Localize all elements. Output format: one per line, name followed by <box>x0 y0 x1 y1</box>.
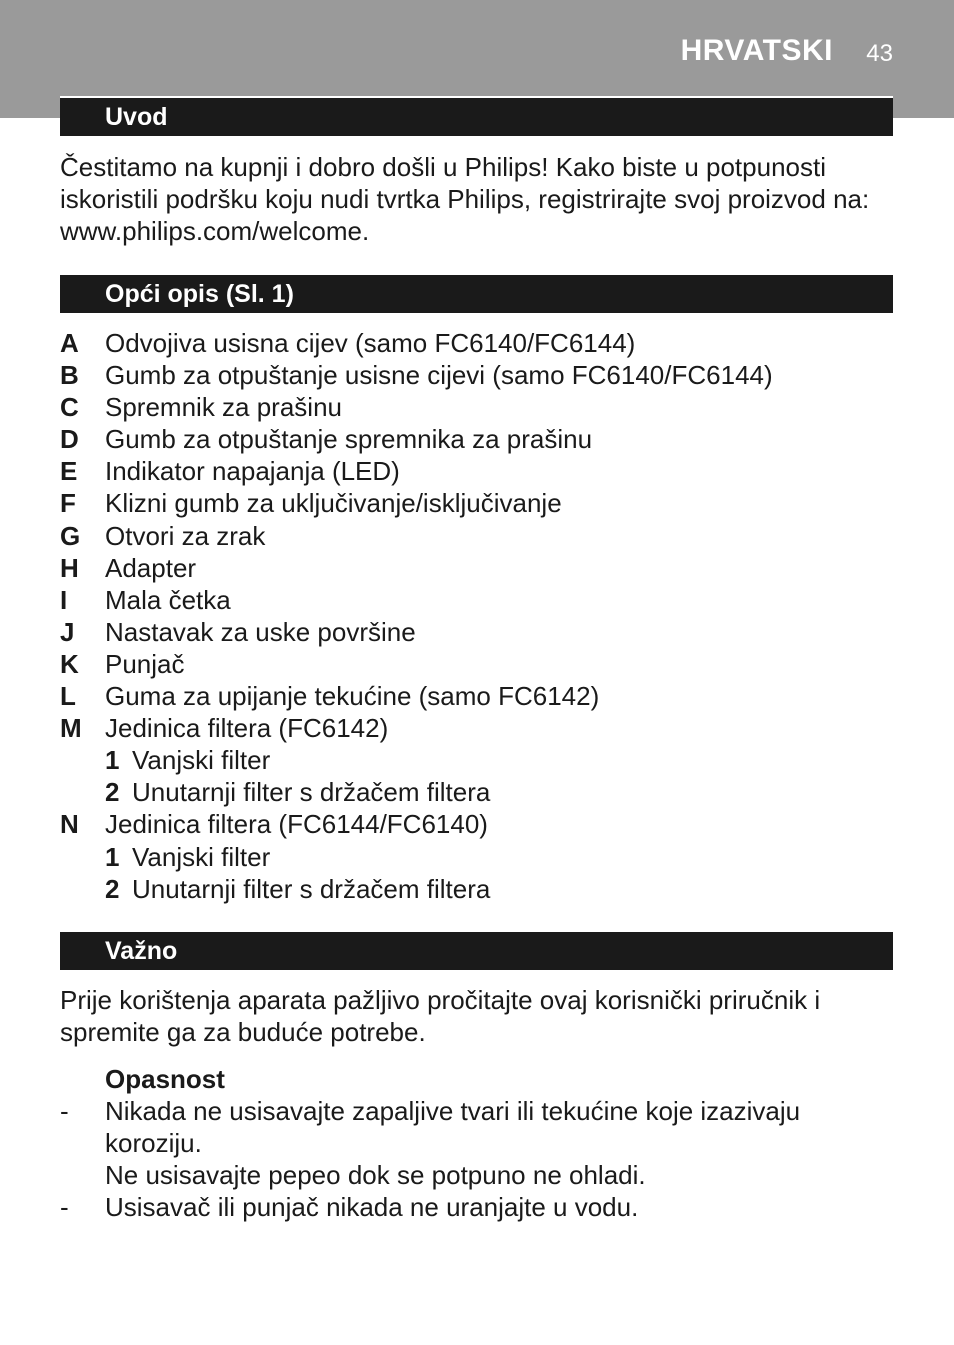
item-text: Jedinica filtera (FC6144/FC6140) <box>105 809 488 840</box>
item-text: Odvojiva usisna cijev (samo FC6140/FC6144) <box>105 328 636 358</box>
bullet-dash: - <box>60 1192 69 1222</box>
item-text: Spremnik za prašinu <box>105 392 342 423</box>
list-item <box>60 776 900 808</box>
bullet-line: Ne usisavajte pepeo dok se potpuno ne ohladi. <box>105 1160 646 1190</box>
bullet-line: Nikada ne usisavajte zapaljive tvari ili tekućine koje izazivaju koroziju. <box>105 1096 801 1158</box>
item-text: Indikator napajanja (LED) <box>105 456 400 487</box>
list-item <box>60 873 900 905</box>
list-item <box>60 584 900 616</box>
subitem-text: Unutarnji filter s držačem filtera <box>132 873 491 904</box>
list-item <box>60 744 900 776</box>
intro-line: Čestitamo na kupnji i dobro došli u Philips! Kako biste u potpunosti <box>60 152 826 182</box>
list-item <box>60 327 900 359</box>
list-item <box>60 841 900 873</box>
danger-bullets <box>60 1095 900 1223</box>
item-letter: M <box>60 713 82 744</box>
danger-heading: Opasnost <box>105 1064 225 1094</box>
parts-list <box>60 327 900 905</box>
list-item <box>60 391 900 423</box>
item-text: Gumb za otpuštanje spremnika za prašinu <box>105 424 593 455</box>
intro-line: www.philips.com/welcome. <box>60 216 370 246</box>
section-bar-intro <box>60 96 893 136</box>
important-line: spremite ga za buduće potrebe. <box>60 1017 426 1047</box>
section-title-general: Opći opis (Sl. 1) <box>105 280 294 308</box>
important-paragraph <box>60 984 900 1048</box>
language-label: HRVATSKI <box>680 34 833 67</box>
item-text: Gumb za otpuštanje usisne cijevi (samo FC6140/FC6144) <box>105 360 773 391</box>
subitem-number: 1 <box>105 841 120 872</box>
section-bar-general <box>60 273 893 313</box>
item-letter: D <box>60 424 79 455</box>
item-letter: C <box>60 392 79 423</box>
important-line: Prije korištenja aparata pažljivo pročitajte ovaj korisnički priručnik i <box>60 985 821 1015</box>
list-item <box>60 680 900 712</box>
section-title-intro: Uvod <box>105 103 168 131</box>
list-item <box>60 520 900 552</box>
item-text: Punjač <box>105 648 185 679</box>
section-title-important: Važno <box>105 937 178 965</box>
list-item <box>60 487 900 519</box>
item-letter: K <box>60 648 79 679</box>
item-letter: N <box>60 809 79 840</box>
list-item <box>60 455 900 487</box>
item-text: Klizni gumb za uključivanje/isključivanje <box>105 488 562 519</box>
intro-line: iskoristili podršku koju nudi tvrtka Philips, registrirajte svoj proizvod na: <box>60 184 870 214</box>
item-text: Mala četka <box>105 584 231 615</box>
item-letter: A <box>60 328 79 358</box>
item-letter: F <box>60 488 76 519</box>
item-text: Adapter <box>105 552 197 583</box>
subitem-text: Vanjski filter <box>132 745 271 776</box>
section-bar-important <box>60 930 893 970</box>
item-letter: B <box>60 360 79 391</box>
bullet-line: Usisavač ili punjač nikada ne uranjajte u vodu. <box>105 1192 639 1222</box>
list-item <box>60 648 900 680</box>
list-item <box>60 423 900 455</box>
subitem-number: 2 <box>105 873 120 904</box>
intro-paragraph <box>60 151 900 247</box>
bullet-item <box>60 1191 900 1223</box>
subitem-text: Vanjski filter <box>132 841 271 872</box>
item-letter: L <box>60 681 76 712</box>
item-text: Guma za upijanje tekućine (samo FC6142) <box>105 681 600 712</box>
subitem-number: 2 <box>105 777 120 808</box>
item-letter: H <box>60 552 79 583</box>
list-item <box>60 712 900 744</box>
item-text: Otvori za zrak <box>105 520 266 551</box>
subitem-number: 1 <box>105 745 120 776</box>
subitem-text: Unutarnji filter s držačem filtera <box>132 777 491 808</box>
item-text: Jedinica filtera (FC6142) <box>105 713 389 744</box>
item-letter: E <box>60 456 78 487</box>
item-letter: J <box>60 616 75 647</box>
item-letter: G <box>60 520 81 551</box>
item-text: Nastavak za uske površine <box>105 616 416 647</box>
bullet-item <box>60 1095 900 1191</box>
page-number: 43 <box>866 40 893 67</box>
list-item <box>60 616 900 648</box>
item-letter: I <box>60 584 68 615</box>
list-item <box>60 552 900 584</box>
list-item <box>60 359 900 391</box>
list-item <box>60 808 900 840</box>
bullet-dash: - <box>60 1096 69 1126</box>
